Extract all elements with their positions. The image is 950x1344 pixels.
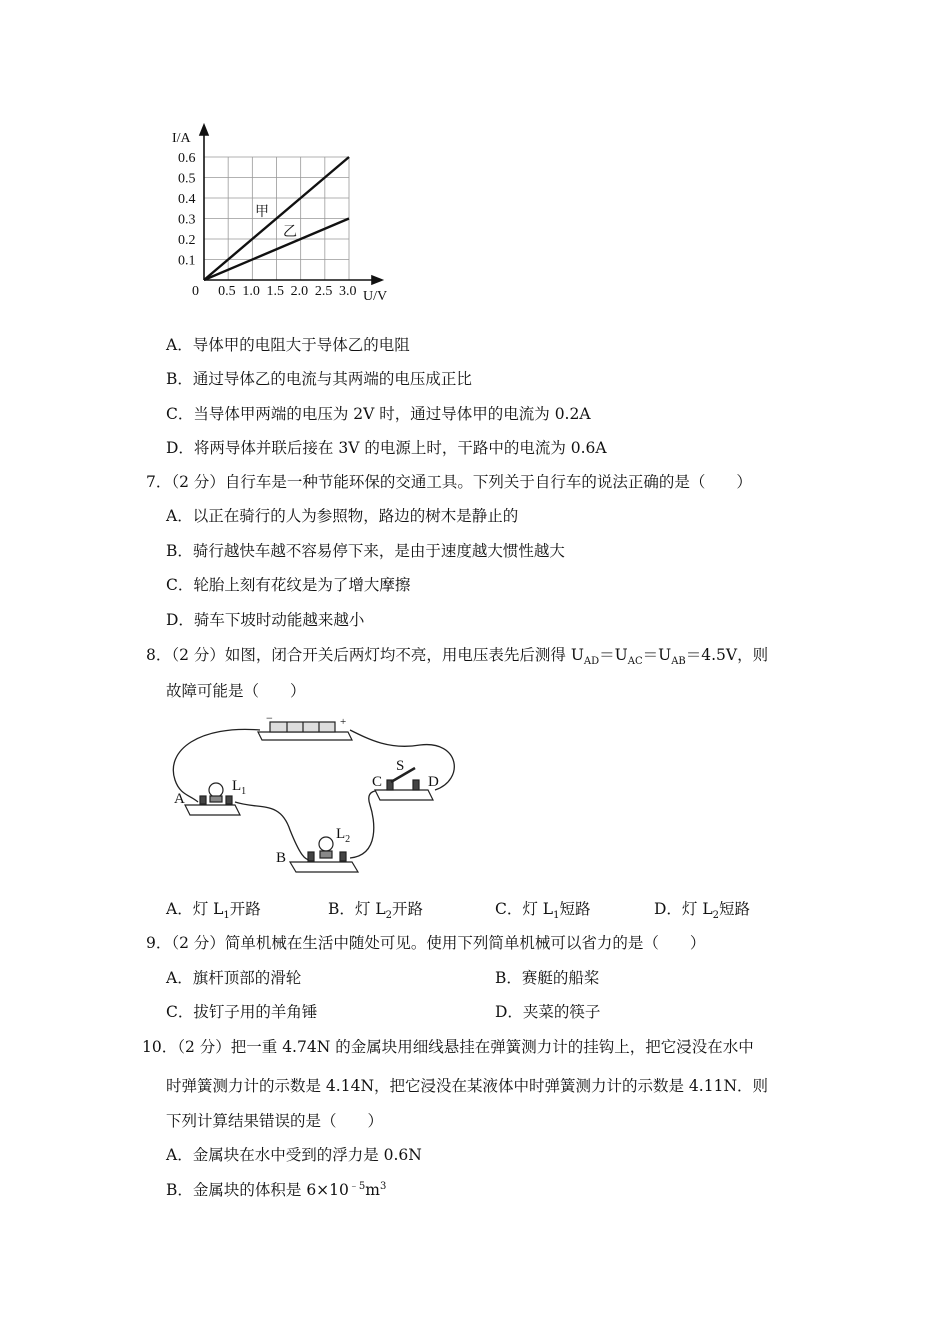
label-a: A bbox=[174, 791, 185, 807]
circuit-diagram bbox=[160, 710, 490, 890]
q8-option-c bbox=[495, 899, 591, 922]
switch-base bbox=[375, 790, 433, 800]
q7-option-a: A．以正在骑行的人为参照物，路边的树木是静止的 bbox=[166, 507, 519, 525]
x-tick-label-2: 1.5 bbox=[266, 284, 284, 299]
q7-stem: 7．（2 分）自行车是一种节能环保的交通工具。下列关于自行车的说法正确的是（ ） bbox=[146, 473, 752, 491]
q10-line1: 10．（2 分）把一重 4.74N 的金属块用细线悬挂在弹簧测力计的挂钩上，把它浸没在水中 bbox=[142, 1038, 754, 1056]
y-axis-label: I/A bbox=[172, 131, 191, 146]
lamp-l2-base bbox=[290, 862, 358, 872]
q8-option-b bbox=[328, 899, 424, 922]
q8-sub-ab: AB bbox=[671, 656, 686, 668]
line-label-jia: 甲 bbox=[255, 205, 269, 220]
q8-option-a-pre: A．灯 L bbox=[166, 900, 224, 918]
q9-stem: 9．（2 分）简单机械在生活中随处可见。使用下列简单机械可以省力的是（ ） bbox=[146, 934, 706, 952]
lamp-l1-terminal-right bbox=[226, 796, 232, 804]
q8-option-c-post: 短路 bbox=[559, 900, 591, 918]
q10-line2: 时弹簧测力计的示数是 4.14N，把它浸没在某液体中时弹簧测力计的示数是 4.11N．则 bbox=[166, 1077, 769, 1095]
q8-sub-ad: AD bbox=[583, 656, 600, 668]
lamp-l2-bulb bbox=[319, 837, 333, 851]
q8-eq1: ＝U bbox=[599, 646, 628, 664]
lamp-l2-terminal-left bbox=[308, 852, 314, 861]
x-tick-label-3: 2.0 bbox=[290, 284, 309, 299]
x-axis-arrow bbox=[372, 276, 382, 284]
label-b: B bbox=[276, 850, 287, 866]
x-tick-label-5: 3.0 bbox=[339, 284, 357, 299]
x-tick-label-0: 0.5 bbox=[218, 284, 236, 299]
battery-plus-label: + bbox=[340, 716, 347, 728]
label-l1-sub: 1 bbox=[241, 786, 247, 797]
q8-sub-ac: AC bbox=[627, 656, 643, 668]
q10-option-a: A．金属块在水中受到的浮力是 0.6N bbox=[166, 1146, 422, 1164]
label-l1 bbox=[232, 778, 246, 797]
q8-stem-suffix: ＝4.5V，则 bbox=[685, 646, 769, 664]
battery-minus-label: − bbox=[266, 711, 273, 725]
q8-stem bbox=[146, 645, 769, 668]
q8-option-a-sub: 1 bbox=[223, 910, 230, 922]
y-tick-label-0: 0.1 bbox=[178, 253, 196, 269]
y-tick-label-5: 0.6 bbox=[178, 151, 196, 166]
wire-l1-b bbox=[235, 802, 310, 860]
q8-eq2: ＝U bbox=[642, 646, 672, 664]
q8-stem-prefix: 8．（2 分）如图，闭合开关后两灯均不亮，用电压表先后测得 U bbox=[146, 646, 584, 664]
label-l1-letter: L bbox=[232, 778, 242, 794]
q8-option-d bbox=[654, 899, 751, 922]
switch-terminal-d bbox=[413, 780, 419, 790]
battery-base bbox=[258, 732, 352, 740]
q6-option-a: A．导体甲的电阻大于导体乙的电阻 bbox=[166, 336, 410, 354]
label-l2-sub: 2 bbox=[345, 834, 351, 845]
y-tick-label-1: 0.2 bbox=[178, 233, 196, 248]
lamp-l2-terminal-right bbox=[340, 852, 346, 861]
q6-option-c: C．当导体甲两端的电压为 2V 时，通过导体甲的电流为 0.2A bbox=[166, 405, 591, 423]
q10-option-b-unit-exp: 3 bbox=[379, 1180, 387, 1192]
q8-option-c-sub: 1 bbox=[553, 910, 560, 922]
q10-option-b bbox=[166, 1180, 386, 1200]
q7-option-c: C．轮胎上刻有花纹是为了增大摩擦 bbox=[166, 576, 411, 594]
q10-line3: 下列计算结果错误的是（ ） bbox=[166, 1112, 384, 1130]
iu-graph bbox=[160, 120, 400, 310]
q8-option-b-sub: 2 bbox=[385, 910, 392, 922]
q9-option-a: A．旗杆顶部的滑轮 bbox=[166, 969, 302, 987]
label-d: D bbox=[428, 774, 439, 790]
q10-option-b-unit: m bbox=[365, 1181, 380, 1199]
q9-option-b: B．赛艇的船桨 bbox=[495, 969, 600, 987]
q7-option-d: D．骑车下坡时动能越来越小 bbox=[166, 611, 365, 629]
q8-option-c-pre: C．灯 L bbox=[495, 900, 554, 918]
label-s: S bbox=[396, 758, 405, 774]
y-tick-label-4: 0.5 bbox=[178, 171, 196, 187]
q6-option-d: D．将两导体并联后接在 3V 的电源上时，干路中的电流为 0.6A bbox=[166, 439, 607, 457]
y-tick-label-2: 0.3 bbox=[178, 212, 196, 228]
q8-option-d-pre: D．灯 L bbox=[654, 900, 713, 918]
q8-option-a-post: 开路 bbox=[229, 900, 261, 918]
lamp-l1-socket bbox=[210, 796, 222, 802]
q9-option-c: C．拔钉子用的羊角锤 bbox=[166, 1003, 318, 1021]
label-l2-letter: L bbox=[336, 826, 346, 842]
x-axis-label: U/V bbox=[363, 289, 388, 304]
line-label-yi: 乙 bbox=[283, 225, 297, 240]
q6-option-b: B．通过导体乙的电流与其两端的电压成正比 bbox=[166, 370, 472, 388]
q10-option-b-pre: B．金属块的体积是 6×10 bbox=[166, 1181, 349, 1199]
lamp-l2-socket bbox=[320, 851, 332, 858]
q8-option-d-post: 短路 bbox=[719, 900, 751, 918]
q7-option-b: B．骑行越快车越不容易停下来，是由于速度越大惯性越大 bbox=[166, 542, 565, 560]
q8-option-d-sub: 2 bbox=[712, 910, 720, 922]
q9-option-d: D．夹菜的筷子 bbox=[495, 1003, 601, 1021]
q8-option-a bbox=[166, 899, 261, 922]
q8-option-b-post: 开路 bbox=[392, 900, 424, 918]
label-l2 bbox=[336, 826, 350, 845]
y-axis-arrow bbox=[200, 125, 208, 135]
q8-option-b-pre: B．灯 L bbox=[328, 900, 386, 918]
lamp-l1-base bbox=[185, 805, 240, 815]
lamp-l1-terminal-left bbox=[200, 796, 206, 804]
label-c: C bbox=[372, 774, 383, 790]
x-tick-label-4: 2.5 bbox=[314, 284, 333, 299]
lamp-l1-bulb bbox=[209, 783, 223, 797]
q8-stem-line2: 故障可能是（ ） bbox=[166, 682, 306, 700]
x-tick-label-1: 1.0 bbox=[242, 284, 260, 299]
q10-option-b-exp: ﹣5 bbox=[348, 1180, 366, 1192]
y-tick-label-3: 0.4 bbox=[178, 192, 196, 207]
origin-label: 0 bbox=[192, 284, 199, 299]
